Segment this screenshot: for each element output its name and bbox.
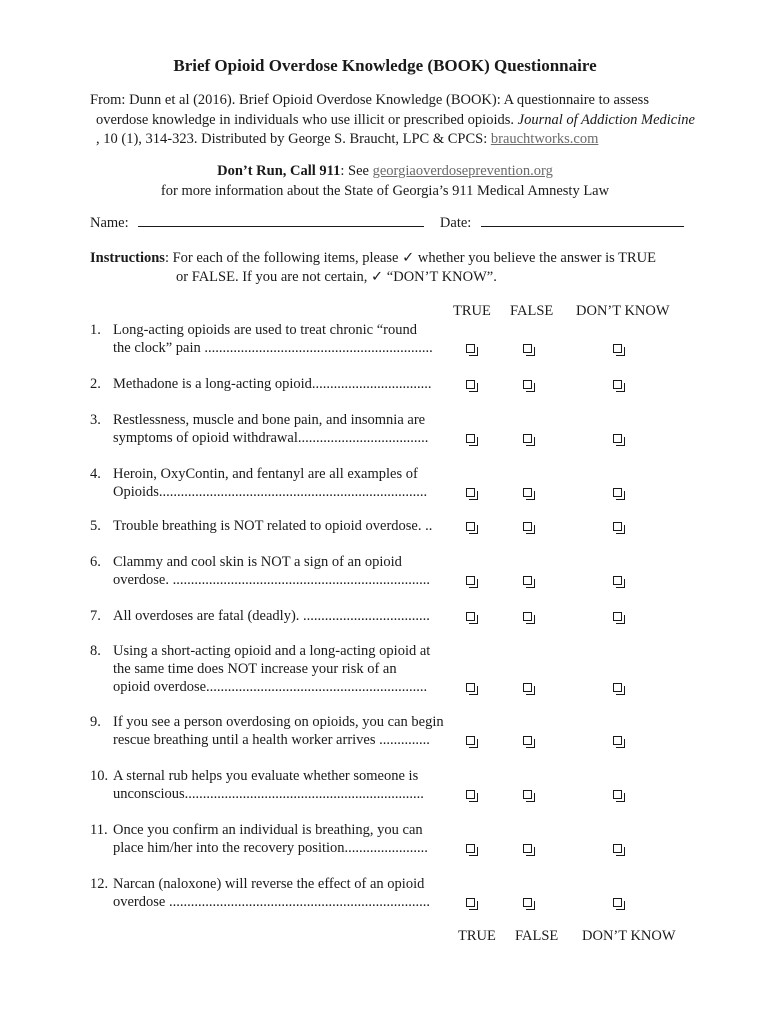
checkbox-true[interactable] xyxy=(466,488,475,497)
question-text-line: Long-acting opioids are used to treat chronic “round xyxy=(113,322,417,338)
checkbox-shadow xyxy=(469,686,478,695)
checkbox-dont-know[interactable] xyxy=(613,790,622,799)
question-number: 2. xyxy=(90,376,101,392)
question-item xyxy=(90,553,450,589)
checkbox-dont-know[interactable] xyxy=(613,344,622,353)
checkbox-shadow xyxy=(526,579,535,588)
header-dont-know: DON’T KNOW xyxy=(576,303,670,319)
checkbox-shadow xyxy=(469,383,478,392)
question-text-line: the clock” pain ............................................................... xyxy=(113,340,433,356)
question-item xyxy=(90,411,450,447)
question-number: 12. xyxy=(90,876,109,892)
checkbox-shadow xyxy=(616,383,625,392)
name-label: Name: xyxy=(90,215,129,231)
question-number: 11. xyxy=(90,822,108,838)
question-number: 10. xyxy=(90,768,109,784)
checkbox-shadow xyxy=(526,739,535,748)
checkbox-shadow xyxy=(616,615,625,624)
checkbox-shadow xyxy=(616,491,625,500)
checkbox-shadow xyxy=(469,739,478,748)
footer-header-true: TRUE xyxy=(458,928,496,944)
checkbox-dont-know[interactable] xyxy=(613,434,622,443)
question-text-line: overdose ........................................................................ xyxy=(113,894,430,910)
question-text-line: Opioids.......................................................................... xyxy=(113,484,428,500)
checkbox-dont-know[interactable] xyxy=(613,844,622,853)
question-text-line: Clammy and cool skin is NOT a sign of an opioid xyxy=(113,554,402,570)
georgia-overdose-link[interactable]: georgiaoverdoseprevention.org xyxy=(372,163,553,179)
question-text-line: Trouble breathing is NOT related to opioid overdose. .. xyxy=(113,518,433,534)
citation-line-3: , 10 (1), 314-323. Distributed by George S. Braucht, LPC & CPCS: brauchtworks.com xyxy=(96,131,599,147)
footer-header-false: FALSE xyxy=(515,928,559,944)
checkbox-dont-know[interactable] xyxy=(613,898,622,907)
checkbox-false[interactable] xyxy=(523,844,532,853)
question-text-line: overdose. ....................................................................... xyxy=(113,572,430,588)
question-text-line: If you see a person overdosing on opioids, you can begin xyxy=(113,714,444,730)
question-item xyxy=(90,465,450,501)
checkbox-dont-know[interactable] xyxy=(613,612,622,621)
date-field[interactable] xyxy=(481,212,684,227)
question-item xyxy=(90,517,450,535)
checkbox-false[interactable] xyxy=(523,488,532,497)
question-number: 9. xyxy=(90,714,101,730)
citation xyxy=(90,90,710,149)
amnesty-see-text: : See xyxy=(340,163,373,179)
name-date-row xyxy=(90,212,690,232)
question-item xyxy=(90,321,450,357)
question-text-line: Using a short-acting opioid and a long-acting opioid at xyxy=(113,643,431,659)
checkbox-shadow xyxy=(616,793,625,802)
page-title: Brief Opioid Overdose Knowledge (BOOK) Questionnaire xyxy=(173,56,597,75)
question-item xyxy=(90,375,450,393)
checkbox-true[interactable] xyxy=(466,344,475,353)
question-item xyxy=(90,767,450,803)
checkbox-shadow xyxy=(616,525,625,534)
checkbox-false[interactable] xyxy=(523,380,532,389)
checkbox-shadow xyxy=(469,579,478,588)
name-field[interactable] xyxy=(138,212,424,227)
checkbox-true[interactable] xyxy=(466,576,475,585)
checkbox-shadow xyxy=(469,901,478,910)
question-number: 8. xyxy=(90,643,101,659)
question-item xyxy=(90,713,450,749)
question-text-line: the same time does NOT increase your risk of an xyxy=(113,661,397,677)
checkbox-false[interactable] xyxy=(523,576,532,585)
checkbox-dont-know[interactable] xyxy=(613,380,622,389)
checkbox-shadow xyxy=(616,579,625,588)
checkbox-dont-know[interactable] xyxy=(613,736,622,745)
checkbox-true[interactable] xyxy=(466,522,475,531)
checkbox-true[interactable] xyxy=(466,434,475,443)
checkbox-shadow xyxy=(469,847,478,856)
checkbox-false[interactable] xyxy=(523,344,532,353)
checkbox-shadow xyxy=(616,686,625,695)
checkbox-shadow xyxy=(526,383,535,392)
checkbox-shadow xyxy=(526,615,535,624)
citation-line-2: overdose knowledge in individuals who use illicit or prescribed opioids. Journal of Addiction Medicine xyxy=(96,112,695,128)
checkbox-shadow xyxy=(616,739,625,748)
checkbox-shadow xyxy=(616,901,625,910)
citation-line-1: From: Dunn et al (2016). Brief Opioid Overdose Knowledge (BOOK): A questionnaire to assess xyxy=(90,92,649,108)
checkbox-false[interactable] xyxy=(523,434,532,443)
header-false: FALSE xyxy=(510,303,554,319)
amnesty-notice xyxy=(0,161,770,201)
question-text-line: place him/her into the recovery position....................... xyxy=(113,840,428,856)
checkbox-shadow xyxy=(469,437,478,446)
question-text-line: Restlessness, muscle and bone pain, and insomnia are xyxy=(113,412,426,428)
header-true: TRUE xyxy=(453,303,491,319)
question-number: 3. xyxy=(90,412,101,428)
checkbox-false[interactable] xyxy=(523,898,532,907)
checkbox-shadow xyxy=(616,437,625,446)
question-item xyxy=(90,642,450,696)
checkbox-false[interactable] xyxy=(523,522,532,531)
checkbox-shadow xyxy=(526,793,535,802)
question-text-line: Once you confirm an individual is breathing, you can xyxy=(113,822,423,838)
question-text-line: Heroin, OxyContin, and fentanyl are all examples of xyxy=(113,466,418,482)
question-text-line: symptoms of opioid withdrawal.................................... xyxy=(113,430,429,446)
checkbox-dont-know[interactable] xyxy=(613,576,622,585)
checkbox-shadow xyxy=(469,793,478,802)
question-text-line: All overdoses are fatal (deadly). ................................... xyxy=(113,608,430,624)
checkbox-shadow xyxy=(526,847,535,856)
checkbox-true[interactable] xyxy=(466,683,475,692)
checkbox-dont-know[interactable] xyxy=(613,488,622,497)
checkbox-true[interactable] xyxy=(466,736,475,745)
checkbox-false[interactable] xyxy=(523,683,532,692)
checkbox-shadow xyxy=(526,901,535,910)
journal-name: Journal of Addiction Medicine xyxy=(517,112,695,128)
instructions xyxy=(90,249,690,287)
footer-header-dont-know: DON’T KNOW xyxy=(582,928,676,944)
checkbox-true[interactable] xyxy=(466,380,475,389)
checkbox-shadow xyxy=(616,347,625,356)
date-label: Date: xyxy=(439,215,472,231)
question-text-line: Methadone is a long-acting opioid................................. xyxy=(113,376,432,392)
checkbox-dont-know[interactable] xyxy=(613,683,622,692)
brauchtworks-link[interactable]: brauchtworks.com xyxy=(490,131,599,147)
checkbox-false[interactable] xyxy=(523,736,532,745)
instructions-label: Instructions xyxy=(90,250,165,266)
checkbox-true[interactable] xyxy=(466,844,475,853)
checkbox-shadow xyxy=(469,525,478,534)
checkbox-shadow xyxy=(526,525,535,534)
question-number: 7. xyxy=(90,608,101,624)
checkbox-shadow xyxy=(526,686,535,695)
checkbox-shadow xyxy=(469,615,478,624)
checkbox-true[interactable] xyxy=(466,612,475,621)
question-item xyxy=(90,875,450,911)
checkbox-dont-know[interactable] xyxy=(613,522,622,531)
question-text-line: rescue breathing until a health worker arrives .............. xyxy=(113,732,430,748)
checkbox-shadow xyxy=(526,437,535,446)
checkbox-false[interactable] xyxy=(523,612,532,621)
checkbox-shadow xyxy=(469,347,478,356)
amnesty-heading: Don’t Run, Call 911 xyxy=(217,163,341,179)
question-item xyxy=(90,821,450,857)
amnesty-line-2: for more information about the State of Georgia’s 911 Medical Amnesty Law xyxy=(160,183,610,199)
question-text-line: Narcan (naloxone) will reverse the effect of an opioid xyxy=(113,876,425,892)
checkbox-shadow xyxy=(616,847,625,856)
checkbox-shadow xyxy=(526,491,535,500)
checkbox-shadow xyxy=(469,491,478,500)
question-text-line: opioid overdose............................................................. xyxy=(113,679,428,695)
question-text-line: A sternal rub helps you evaluate whether someone is xyxy=(113,768,419,784)
instructions-line-1: : For each of the following items, please ✓ whether you believe the answer is TRUE xyxy=(164,250,656,266)
checkbox-shadow xyxy=(526,347,535,356)
question-text-line: unconscious.................................................................. xyxy=(113,786,424,802)
question-number: 5. xyxy=(90,518,101,534)
checkbox-false[interactable] xyxy=(523,790,532,799)
question-number: 4. xyxy=(90,466,101,482)
question-number: 1. xyxy=(90,322,101,338)
question-item xyxy=(90,607,450,625)
checkbox-true[interactable] xyxy=(466,898,475,907)
checkbox-true[interactable] xyxy=(466,790,475,799)
instructions-line-2: or FALSE. If you are not certain, ✓ “DON’T KNOW”. xyxy=(176,269,497,285)
question-number: 6. xyxy=(90,554,101,570)
